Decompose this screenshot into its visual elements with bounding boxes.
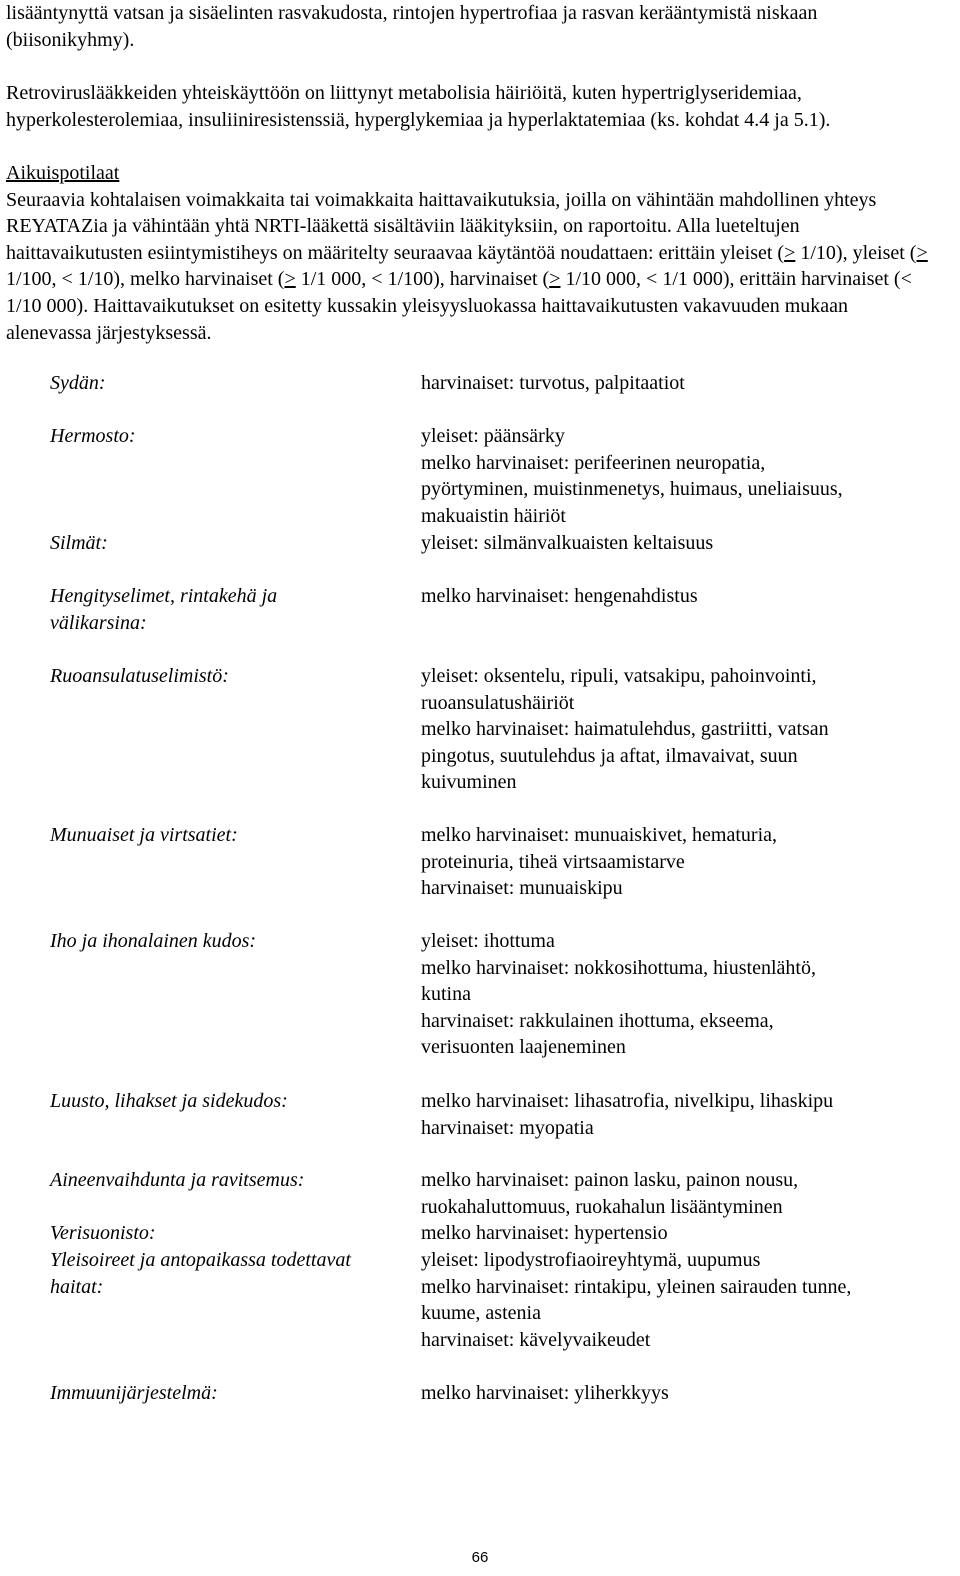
category-label: Hermosto: xyxy=(50,425,136,447)
geq-symbol: > xyxy=(784,241,796,264)
category-label: Verisuonisto: xyxy=(50,1222,156,1244)
paragraph-fat-redistribution: lisääntynyttä vatsan ja sisäelinten rasvakudosta, rintojen hypertrofiaa ja rasvan kerääntymistä niskaan (biisonikyhmy). xyxy=(6,2,818,51)
category-label: Immuunijärjestelmä: xyxy=(50,1382,218,1404)
page-number: 66 xyxy=(471,1549,489,1566)
geq-symbol: > xyxy=(284,268,296,291)
section-heading-adults: Aikuispotilaat xyxy=(6,162,120,184)
category-label: Iho ja ihonalainen kudos: xyxy=(50,930,257,952)
category-label: Ruoansulatuselimistö: xyxy=(50,665,229,687)
effects-list: melko harvinaiset: munuaiskivet, hematuria, proteinuria, tiheä virtsaamistarve harvinaiset: munuaiskipu xyxy=(421,824,778,900)
category-label: Sydän: xyxy=(50,372,106,394)
category-label: Hengityselimet, rintakehä ja välikarsina: xyxy=(50,585,278,634)
effects-list: yleiset: oksentelu, ripuli, vatsakipu, pahoinvointi, ruoansulatushäiriöt melko harvinaiset: haimatulehdus, gastriitti, vatsan pingotus, suutulehdus ja aftat, ilmavaivat, suun kuivuminen xyxy=(421,665,829,794)
frequency-text-5: 1/10 000, < 1/1 000), erittäin harvinaiset (< 1/10 000). Haittavaikutukset on esitetty kussakin yleisyysluokassa haittavaikutusten vakavuuden mukaan alenevassa järjestyksessä. xyxy=(6,268,912,344)
effects-list: yleiset: ihottuma melko harvinaiset: nokkosihottuma, hiustenlähtö, kutina harvinaiset: rakkulainen ihottuma, ekseema, verisuonten laajeneminen xyxy=(421,930,816,1059)
frequency-text-4: 1/1 000, < 1/100), harvinaiset ( xyxy=(295,268,550,291)
frequency-text-3: 1/100, < 1/10), melko harvinaiset ( xyxy=(6,268,285,291)
category-label: Aineenvaihdunta ja ravitsemus: xyxy=(50,1169,305,1191)
effects-list: melko harvinaiset: yliherkkyys xyxy=(421,1382,669,1404)
effects-list: melko harvinaiset: painon lasku, painon nousu, ruokahaluttomuus, ruokahalun lisääntyminen xyxy=(421,1169,799,1218)
effects-list: yleiset: lipodystrofiaoireyhtymä, uupumus melko harvinaiset: rintakipu, yleinen sairauden tunne, kuume, astenia harvinaiset: kävelyvaikeudet xyxy=(421,1249,852,1351)
effects-list: melko harvinaiset: hypertensio xyxy=(421,1222,668,1244)
geq-symbol: > xyxy=(549,268,561,291)
paragraph-adult-patients xyxy=(6,160,936,346)
frequency-text-1: Seuraavia kohtalaisen voimakkaita tai voimakkaita haittavaikutuksia, joilla on vähintään mahdollinen yhteys REYATAZia ja vähintään yhtä NRTI-lääkettä sisältäviin lääkityksiin, on raportoitu. Alla lueteltujen haittavaikutusten esiintymistiheys on määritelty seuraavaa käytäntöä noudattaen: erittäin yleiset ( xyxy=(6,188,877,264)
paragraph-metabolic-disorders: Retroviruslääkkeiden yhteiskäyttöön on liittynyt metabolisia häiriöitä, kuten hypertriglyseridemiaa, hyperkolesterolemiaa, insuliiniresistenssiä, hyperglykemiaa ja hyperlaktatemiaa (ks. kohdat 4.4 ja 5.1). xyxy=(6,82,831,131)
category-label: Silmät: xyxy=(50,532,108,554)
effects-list: yleiset: silmänvalkuaisten keltaisuus xyxy=(421,532,714,554)
effects-list: harvinaiset: turvotus, palpitaatiot xyxy=(421,372,685,394)
category-label: Yleisoireet ja antopaikassa todettavat haitat: xyxy=(50,1249,351,1298)
category-label: Munuaiset ja virtsatiet: xyxy=(50,824,238,846)
effects-list: yleiset: päänsärky melko harvinaiset: perifeerinen neuropatia, pyörtyminen, muistinmenetys, huimaus, uneliaisuus, makuaistin häiriöt xyxy=(421,425,843,527)
effects-list: melko harvinaiset: lihasatrofia, nivelkipu, lihaskipu harvinaiset: myopatia xyxy=(421,1090,834,1139)
effects-list: melko harvinaiset: hengenahdistus xyxy=(421,585,698,607)
geq-symbol: > xyxy=(916,241,928,264)
category-label: Luusto, lihakset ja sidekudos: xyxy=(50,1090,288,1112)
frequency-text-2: 1/10), yleiset ( xyxy=(795,241,917,264)
